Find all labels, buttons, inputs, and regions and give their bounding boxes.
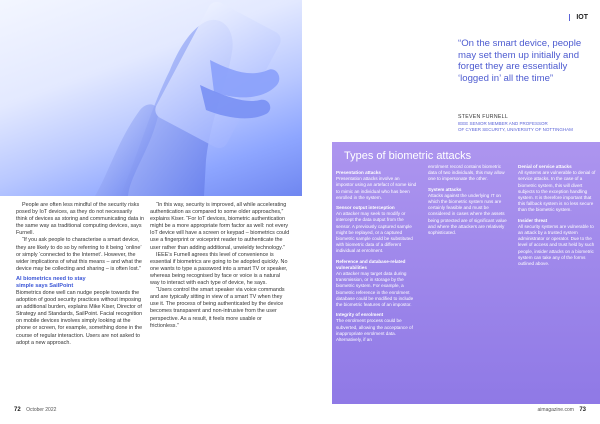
attack-heading: Denial of service attacks [518, 164, 572, 169]
attack-text: All systems are vulnerable to denial of service attacks. In the case of a biometric system, this will divert subjects to the exception handling system. It is therefore important that this fallback system is no less secure than the biometric system. [518, 170, 596, 213]
panel-column-2 [428, 164, 510, 236]
quote-attribution [458, 114, 590, 132]
attack-text: The enrolment process could be subverted, allowing the acceptance of inappropriate enrolment data. Alternatively, if an [336, 318, 413, 343]
attack-heading: Sensor output interception [336, 205, 395, 211]
subheading-line-1: AI biometrics need to stay [16, 275, 86, 282]
subheading [16, 276, 144, 290]
right-footer [538, 407, 586, 413]
hand-phone-illustration [0, 0, 302, 196]
attack-heading: Integrity of enrolment [336, 312, 384, 318]
attack-heading: Reference and database-related vulnerabilities [336, 258, 406, 270]
attack-heading: Presentation attacks [336, 170, 381, 175]
hero-image-hand-holding-phone [0, 0, 302, 196]
panel-column-1 [336, 170, 418, 343]
issue-date: October 2022 [26, 407, 57, 413]
attack-text: enrolment record contains biometric data of two individuals, this may allow one to impersonate the other. [428, 164, 505, 182]
panel-column-3 [518, 164, 596, 267]
body-paragraph: Biometrics done well can nudge people towards the adoption of good security practices without imposing an additional burden, explains Mike Kiser, Director of Strategy and Standards, SailPoint. Facial recognition on mobile devices involves simply looking at the phone or screen, for example, something done in the course of regular interaction. Users are not asked to adopt a new approach. [16, 289, 143, 346]
attack-heading: Insider threat [518, 217, 548, 223]
attack-heading: System attacks [428, 186, 462, 192]
body-paragraph: “If you ask people to characterise a smart device, they are likely to do so by referring to it being ‘online’ or simply ‘connected to the Internet’. However, the wider implications of what this means – and what the device may be collecting and sharing – is often lost.” [16, 237, 142, 272]
page-number: 73 [579, 407, 586, 413]
site-name: aimagazine.com [537, 407, 574, 413]
attack-text: Attacks against the underlying IT on which the biometric system runs are certainly feasible and must be considered in cases where the assets being protected are of significant value and where the attackers are relatively sophisticated. [428, 192, 507, 236]
section-tag: IOT [569, 14, 588, 21]
body-paragraph: IEEE’s Furnell agrees this level of convenience is essential if biometrics are going to be adopted quickly. No one wants to type a password into a smart TV or speaker, whereas being recognised by face or voice is a natural way to interact with each type of device, he says. [150, 251, 288, 287]
right-page [302, 0, 600, 424]
body-paragraph: “In this way, security is improved, all while accelerating authentication as compared to some older approaches,” explains Kiser. “For IoT devices, biometric authentication might be a more appropriate form factor as well: not every IoT device will have a screen or keypad – biometrics could use a fingerprint or voiceprint reader to authenticate the user rather than adding additional, unwieldy technology.” [150, 202, 290, 251]
attack-text: An attacker may target data during transmission, or in storage by the biometric system. For example, a biometric reference in the enrolment database could be modified to include the biometric features of an impostor. [336, 271, 414, 308]
article-column-1 [16, 202, 144, 347]
article-column-2 [150, 202, 290, 330]
panel-title: Types of biometric attacks [344, 150, 472, 162]
attribution-role [458, 121, 590, 132]
attack-text: All security systems are vulnerable to an attack by a trusted system administrator or operator. Due to the level of access and trust held by such people, insider attacks on a biometric system can take any of the forms outlined above. [518, 223, 595, 267]
attack-text: Presentation attacks involve an impostor using an artefact of some kind to mimic an individual who has been enrolled in the system. [336, 176, 417, 200]
body-paragraph: “Users control the smart speaker via voice commands and are typically sitting in view of a smart TV when they use it. The process of being authenticated by the device becomes transparent and non-intrusive from the user perspective. As a result, it feels more usable or frictionless.” [150, 287, 285, 329]
attack-text: An attacker may seek to modify or intercept the data output from the sensor. A previously captured sample might be replayed, or a captured biometric sample could be substituted with biometric data of a different individual at enrolment. [336, 211, 413, 254]
attribution-name: STEVEN FURNELL [458, 114, 509, 120]
body-paragraph: People are often less mindful of the security risks posed by IoT devices, as they do not necessarily think of devices as storing and communicating data in the same way as traditional computing devices, says Furnell. [16, 202, 144, 237]
pull-quote: “On the smart device, people may set them up initially and forget they are essentially ‘logged in’ all the time” [458, 38, 582, 84]
attribution-role-line: OF CYBER SECURITY, UNIVERSITY OF NOTTINGHAM [458, 126, 573, 132]
attribution-role-line: IEEE SENIOR MEMBER AND PROFESSOR [458, 121, 548, 126]
subheading-line-2: simple says SailPoint [16, 282, 74, 289]
left-footer [14, 407, 56, 413]
page-number: 72 [14, 407, 21, 413]
biometric-attacks-panel [332, 142, 600, 404]
